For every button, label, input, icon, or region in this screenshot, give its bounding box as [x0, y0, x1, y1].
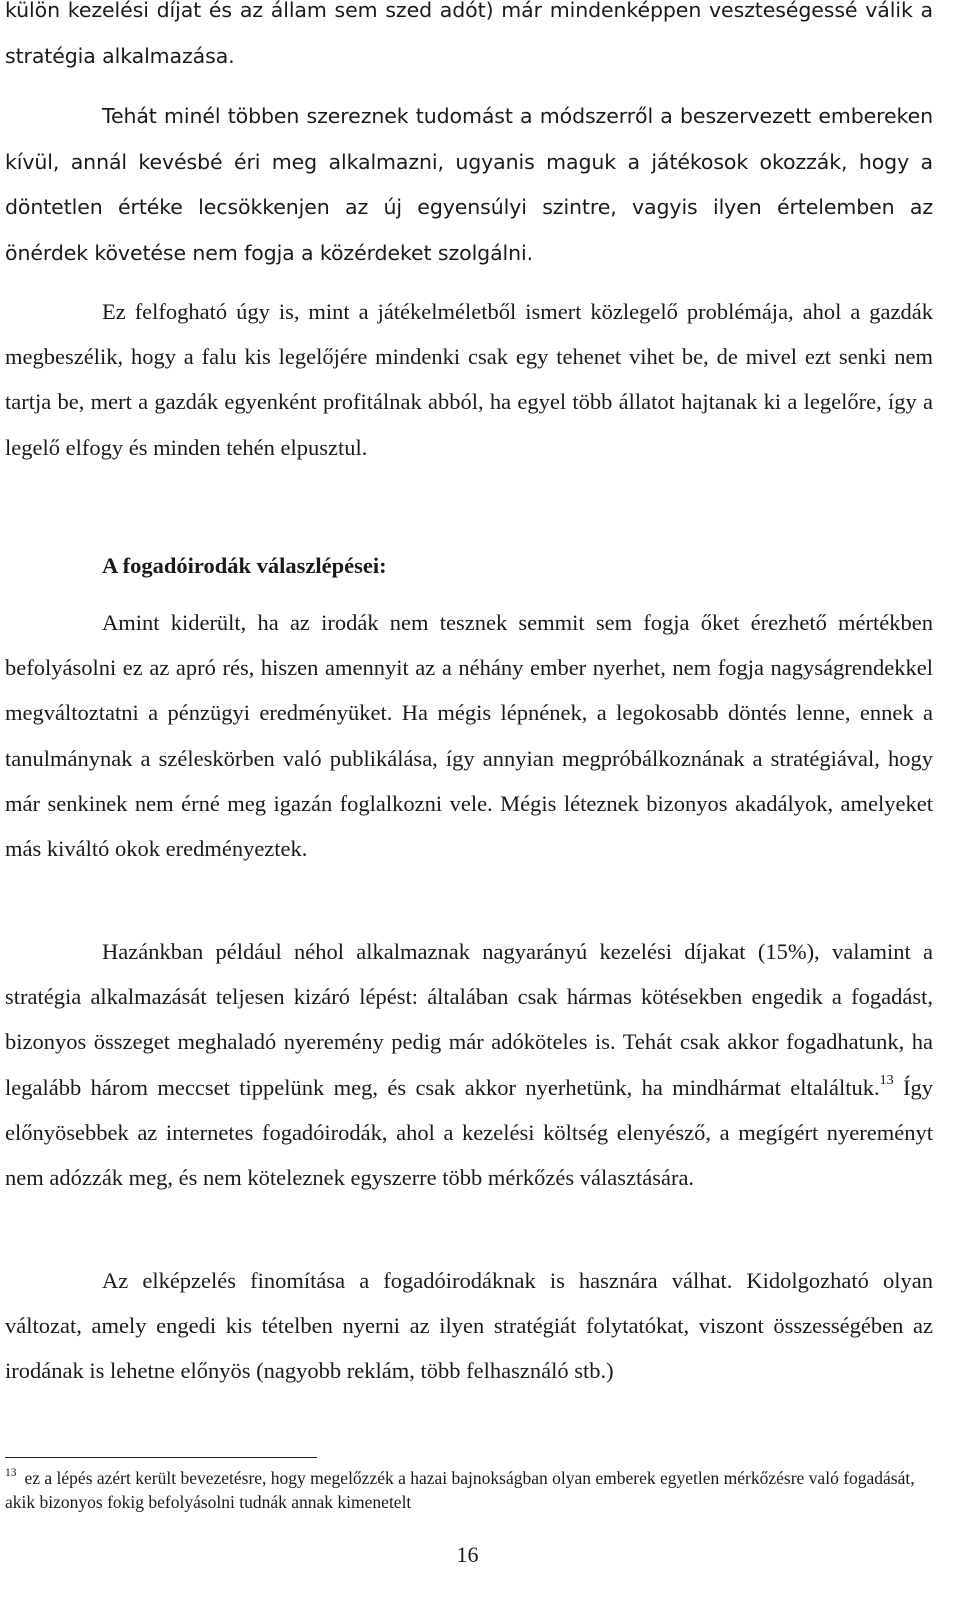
- footnote-separator: [5, 1457, 317, 1458]
- paragraph-text-after-ref: Így előnyösebbek az internetes fogadóirodák, ahol a kezelési költség elenyésző, a megígért nyereményt nem adózzák meg, és nem köteleznek egyszerre több mérkőzés választására.: [5, 1074, 934, 1191]
- paragraph-bookmaker-response: Amint kiderült, ha az irodák nem tesznek semmit sem fogja őket érezhető mértékben befolyásolni ez az apró rés, hiszen amennyit az a néhány ember nyerhet, nem fogja nagyságrendekkel megváltoztatni a pénzügyi eredményüket. Ha mégis lépnének, a legokosabb döntés lenne, ennek a tanulmánynak a széleskörben való publikálása, így annyian megpróbálkoznának a stratégiával, hogy már senkinek nem érné meg igazán foglalkozni vele. Mégis léteznek bizonyos akadályok, amelyeket más kiváltó okok eredményeztek.: [5, 610, 933, 862]
- footnote-reference: 13: [879, 1072, 894, 1088]
- paragraph-refinement: Az elképzelés finomítása a fogadóirodáknak is hasznára válhat. Kidolgozható olyan változat, amely engedi kis tételben nyerni az ilyen stratégiát folytatókat, viszont összességében az irodának is lehetne előnyös (nagyobb reklám, több felhasználó stb.): [5, 1268, 933, 1384]
- footnote-text: ez a lépés azért került bevezetésre, hogy megelőzzék a hazai bajnokságban olyan emberek egyetlen mérkőzésre való fogadását, akik bizonyos fokig befolyásolni tudnák annak kimenetelt: [5, 1468, 915, 1512]
- paragraph-text-before-ref: Hazánkban például néhol alkalmaznak nagyarányú kezelési díjakat (15%), valamint a stratégia alkalmazását teljesen kizáró lépést: általában csak hármas kötésekben engedik a fogadást, bizonyos összeget meghaladó nyeremény pedig már adóköteles is. Tehát csak akkor fogadhatunk, ha legalább három meccset tippelünk meg, és csak akkor nyerhetünk, ha mindhármat eltaláltuk.: [5, 939, 933, 1100]
- paragraph-tragedy-of-commons: Ez felfogható úgy is, mint a játékelméletből ismert közlegelő problémája, ahol a gazdák megbeszélik, hogy a falu kis legelőjére mindenki csak egy tehenet vihet be, de mivel ezt senki nem tartja be, mert a gazdák egyenként profitálnak abból, ha egyel több állatot hajtanak ki a legelőre, így a legelő elfogy és minden tehén elpusztul.: [5, 299, 933, 460]
- section-heading: A fogadóirodák válaszlépései:: [102, 553, 387, 578]
- paragraph-hungary-fees: [5, 929, 933, 1200]
- footnote-number: 13: [5, 1467, 17, 1479]
- paragraph-method-awareness: Tehát minél többen szereznek tudomást a módszerről a beszervezett embereken kívül, annál kevésbé éri meg alkalmazni, ugyanis maguk a játékosok okozzák, hogy a döntetlen értéke lecsökkenjen az új egyensúlyi szintre, vagyis ilyen értelemben az önérdek követése nem fogja a közérdeket szolgálni.: [5, 104, 933, 265]
- page-number: 16: [456, 1542, 479, 1567]
- paragraph-continuation: külön kezelési díjat és az állam sem szed adót) már mindenképpen veszteségessé válik a stratégia alkalmazása.: [5, 0, 933, 68]
- footnote: [5, 1466, 935, 1514]
